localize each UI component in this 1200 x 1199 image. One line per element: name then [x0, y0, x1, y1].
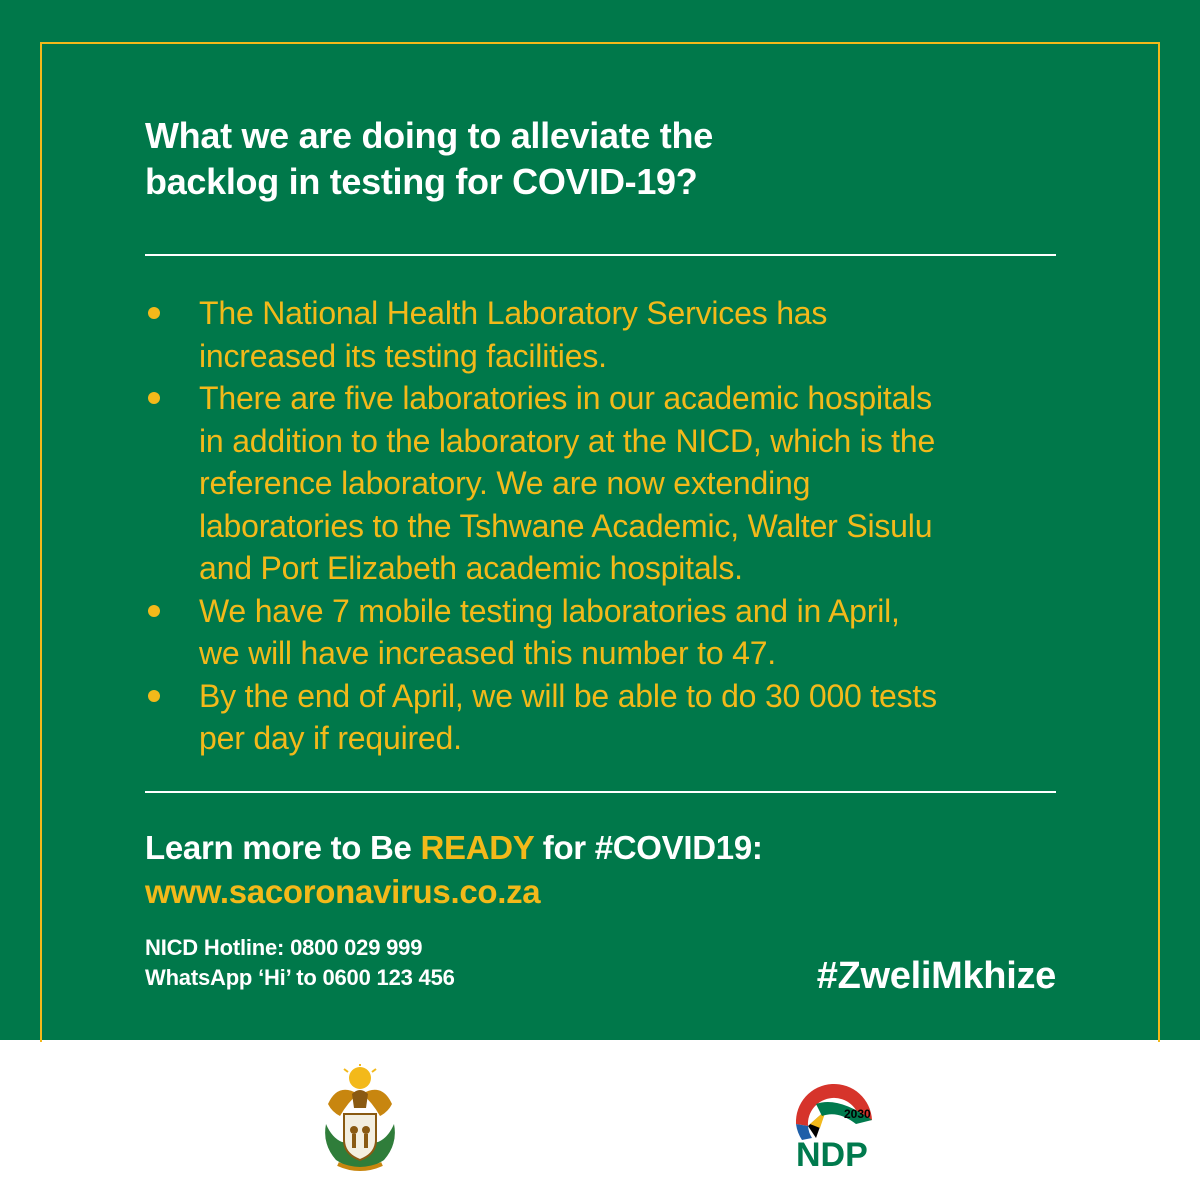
hashtag-text: #ZweliMkhize: [816, 955, 1056, 997]
list-item: [145, 590, 1065, 675]
learn-more-suffix: for #COVID19:: [533, 829, 763, 866]
whatsapp-text: WhatsApp ‘Hi’ to 0600 123 456: [145, 965, 455, 990]
contact-info: [145, 933, 455, 993]
bullet-line: laboratories to the Tshwane Academic, Walter Sisulu: [199, 507, 933, 544]
list-item: [145, 292, 1065, 377]
ndp-2030-logo-icon: [786, 1080, 882, 1172]
hotline-text: NICD Hotline: 0800 029 999: [145, 935, 423, 960]
bullet-line: in addition to the laboratory at the NICD, which is the: [199, 422, 936, 459]
ndp-text: NDP: [796, 1136, 868, 1172]
bullet-dot-icon: [148, 307, 160, 319]
divider-bottom: [145, 791, 1056, 793]
ready-highlight: READY: [420, 829, 534, 866]
bullet-dot-icon: [148, 690, 160, 702]
bullet-line: we will have increased this number to 47.: [199, 635, 776, 671]
bullet-line: By the end of April, we will be able to do 30 000 tests: [199, 677, 937, 714]
bullet-list: [145, 292, 1065, 760]
website-link[interactable]: www.sacoronavirus.co.za: [145, 873, 541, 910]
page-title: [145, 113, 905, 205]
title-line-1: What we are doing to alleviate the: [145, 115, 713, 156]
bullet-line: The National Health Laboratory Services has: [199, 295, 828, 331]
list-item: [145, 675, 1065, 760]
bullet-text: [199, 675, 1065, 760]
bullet-text: [199, 590, 1065, 675]
ndp-year-text: 2030: [844, 1107, 871, 1121]
learn-more-prefix: Learn more to Be: [145, 829, 421, 866]
bullet-line: We have 7 mobile testing laboratories and in April,: [199, 592, 900, 629]
list-item: [145, 377, 1065, 590]
south-africa-coat-of-arms-icon: [318, 1064, 402, 1176]
bullet-line: reference laboratory. We are now extending: [199, 465, 811, 501]
bullet-text: [199, 292, 1065, 377]
bullet-text: [199, 377, 1065, 590]
title-line-2: backlog in testing for COVID-19?: [145, 161, 698, 202]
bullet-line: and Port Elizabeth academic hospitals.: [199, 550, 743, 586]
bullet-line: increased its testing facilities.: [199, 337, 607, 374]
bullet-dot-icon: [148, 392, 160, 404]
divider-top: [145, 254, 1056, 256]
learn-more-text: [145, 826, 763, 870]
bullet-line: per day if required.: [199, 720, 462, 756]
bullet-line: There are five laboratories in our academic hospitals: [199, 380, 932, 416]
bullet-dot-icon: [148, 605, 160, 617]
